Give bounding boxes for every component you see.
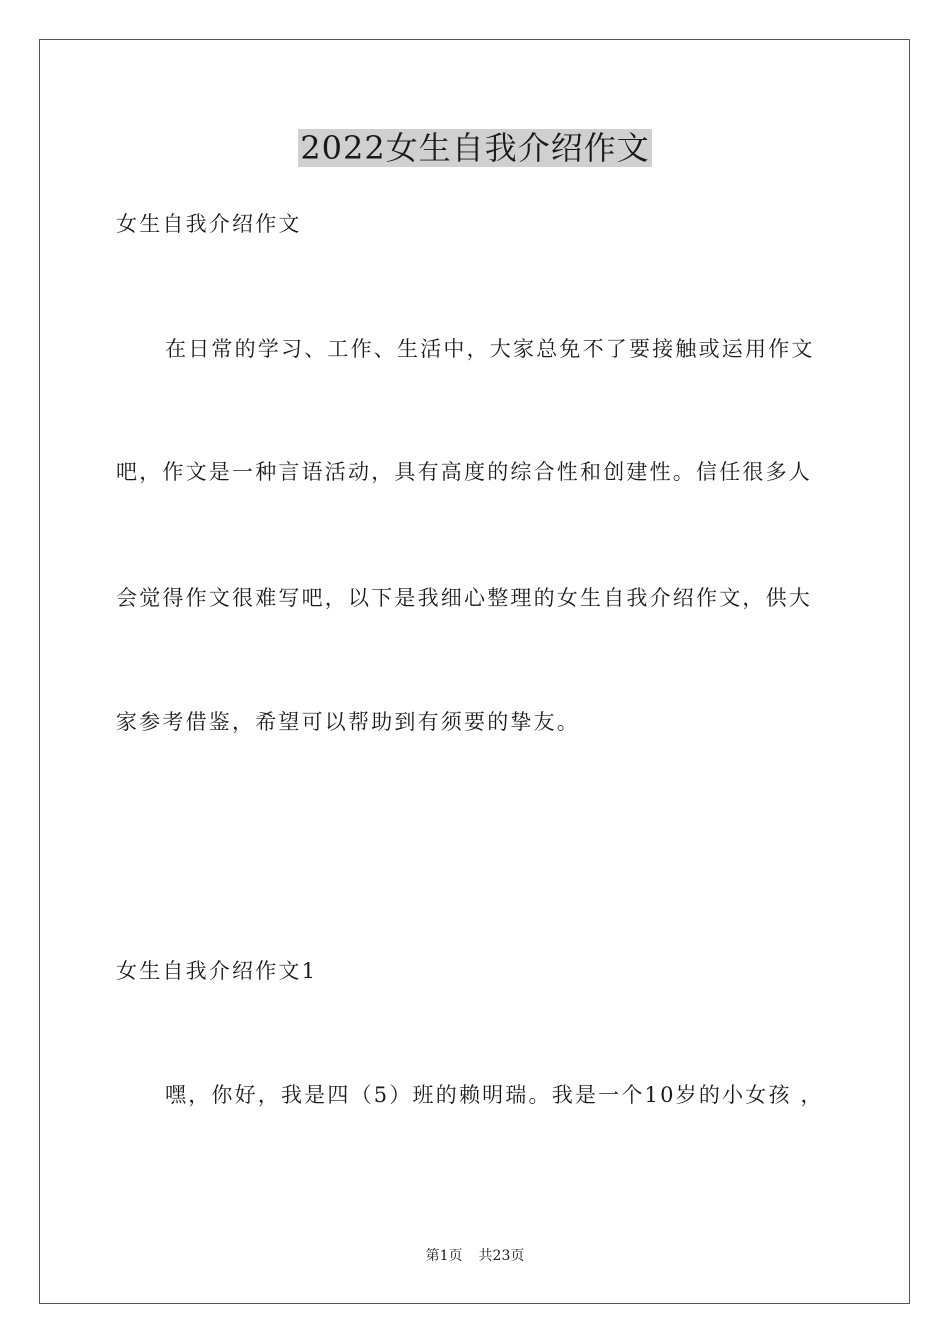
paragraph-line: 嘿，你好，我是四（5）班的赖明瑞。我是一个10岁的小女孩 ， (165, 1083, 824, 1107)
paragraph-line: 家参考借鉴，希望可以帮助到有须要的挚友。 (116, 710, 580, 734)
page-number: 第1页 (425, 1248, 463, 1264)
section-heading: 女生自我介绍作文1 (116, 959, 318, 983)
paragraph-line: 吧，作文是一种言语活动，具有高度的综合性和创建性。信任很多人 (116, 460, 812, 484)
document-subtitle: 女生自我介绍作文 (116, 212, 302, 236)
page-total: 共23页 (478, 1248, 525, 1264)
paragraph-line: 在日常的学习、工作、生活中，大家总免不了要接触或运用作文 (165, 337, 815, 361)
page-footer (0, 1247, 950, 1265)
document-title (0, 126, 950, 170)
paragraph-line: 会觉得作文很难写吧，以下是我细心整理的女生自我介绍作文，供大 (116, 586, 812, 610)
document-title-text: 2022女生自我介绍作文 (300, 129, 650, 167)
